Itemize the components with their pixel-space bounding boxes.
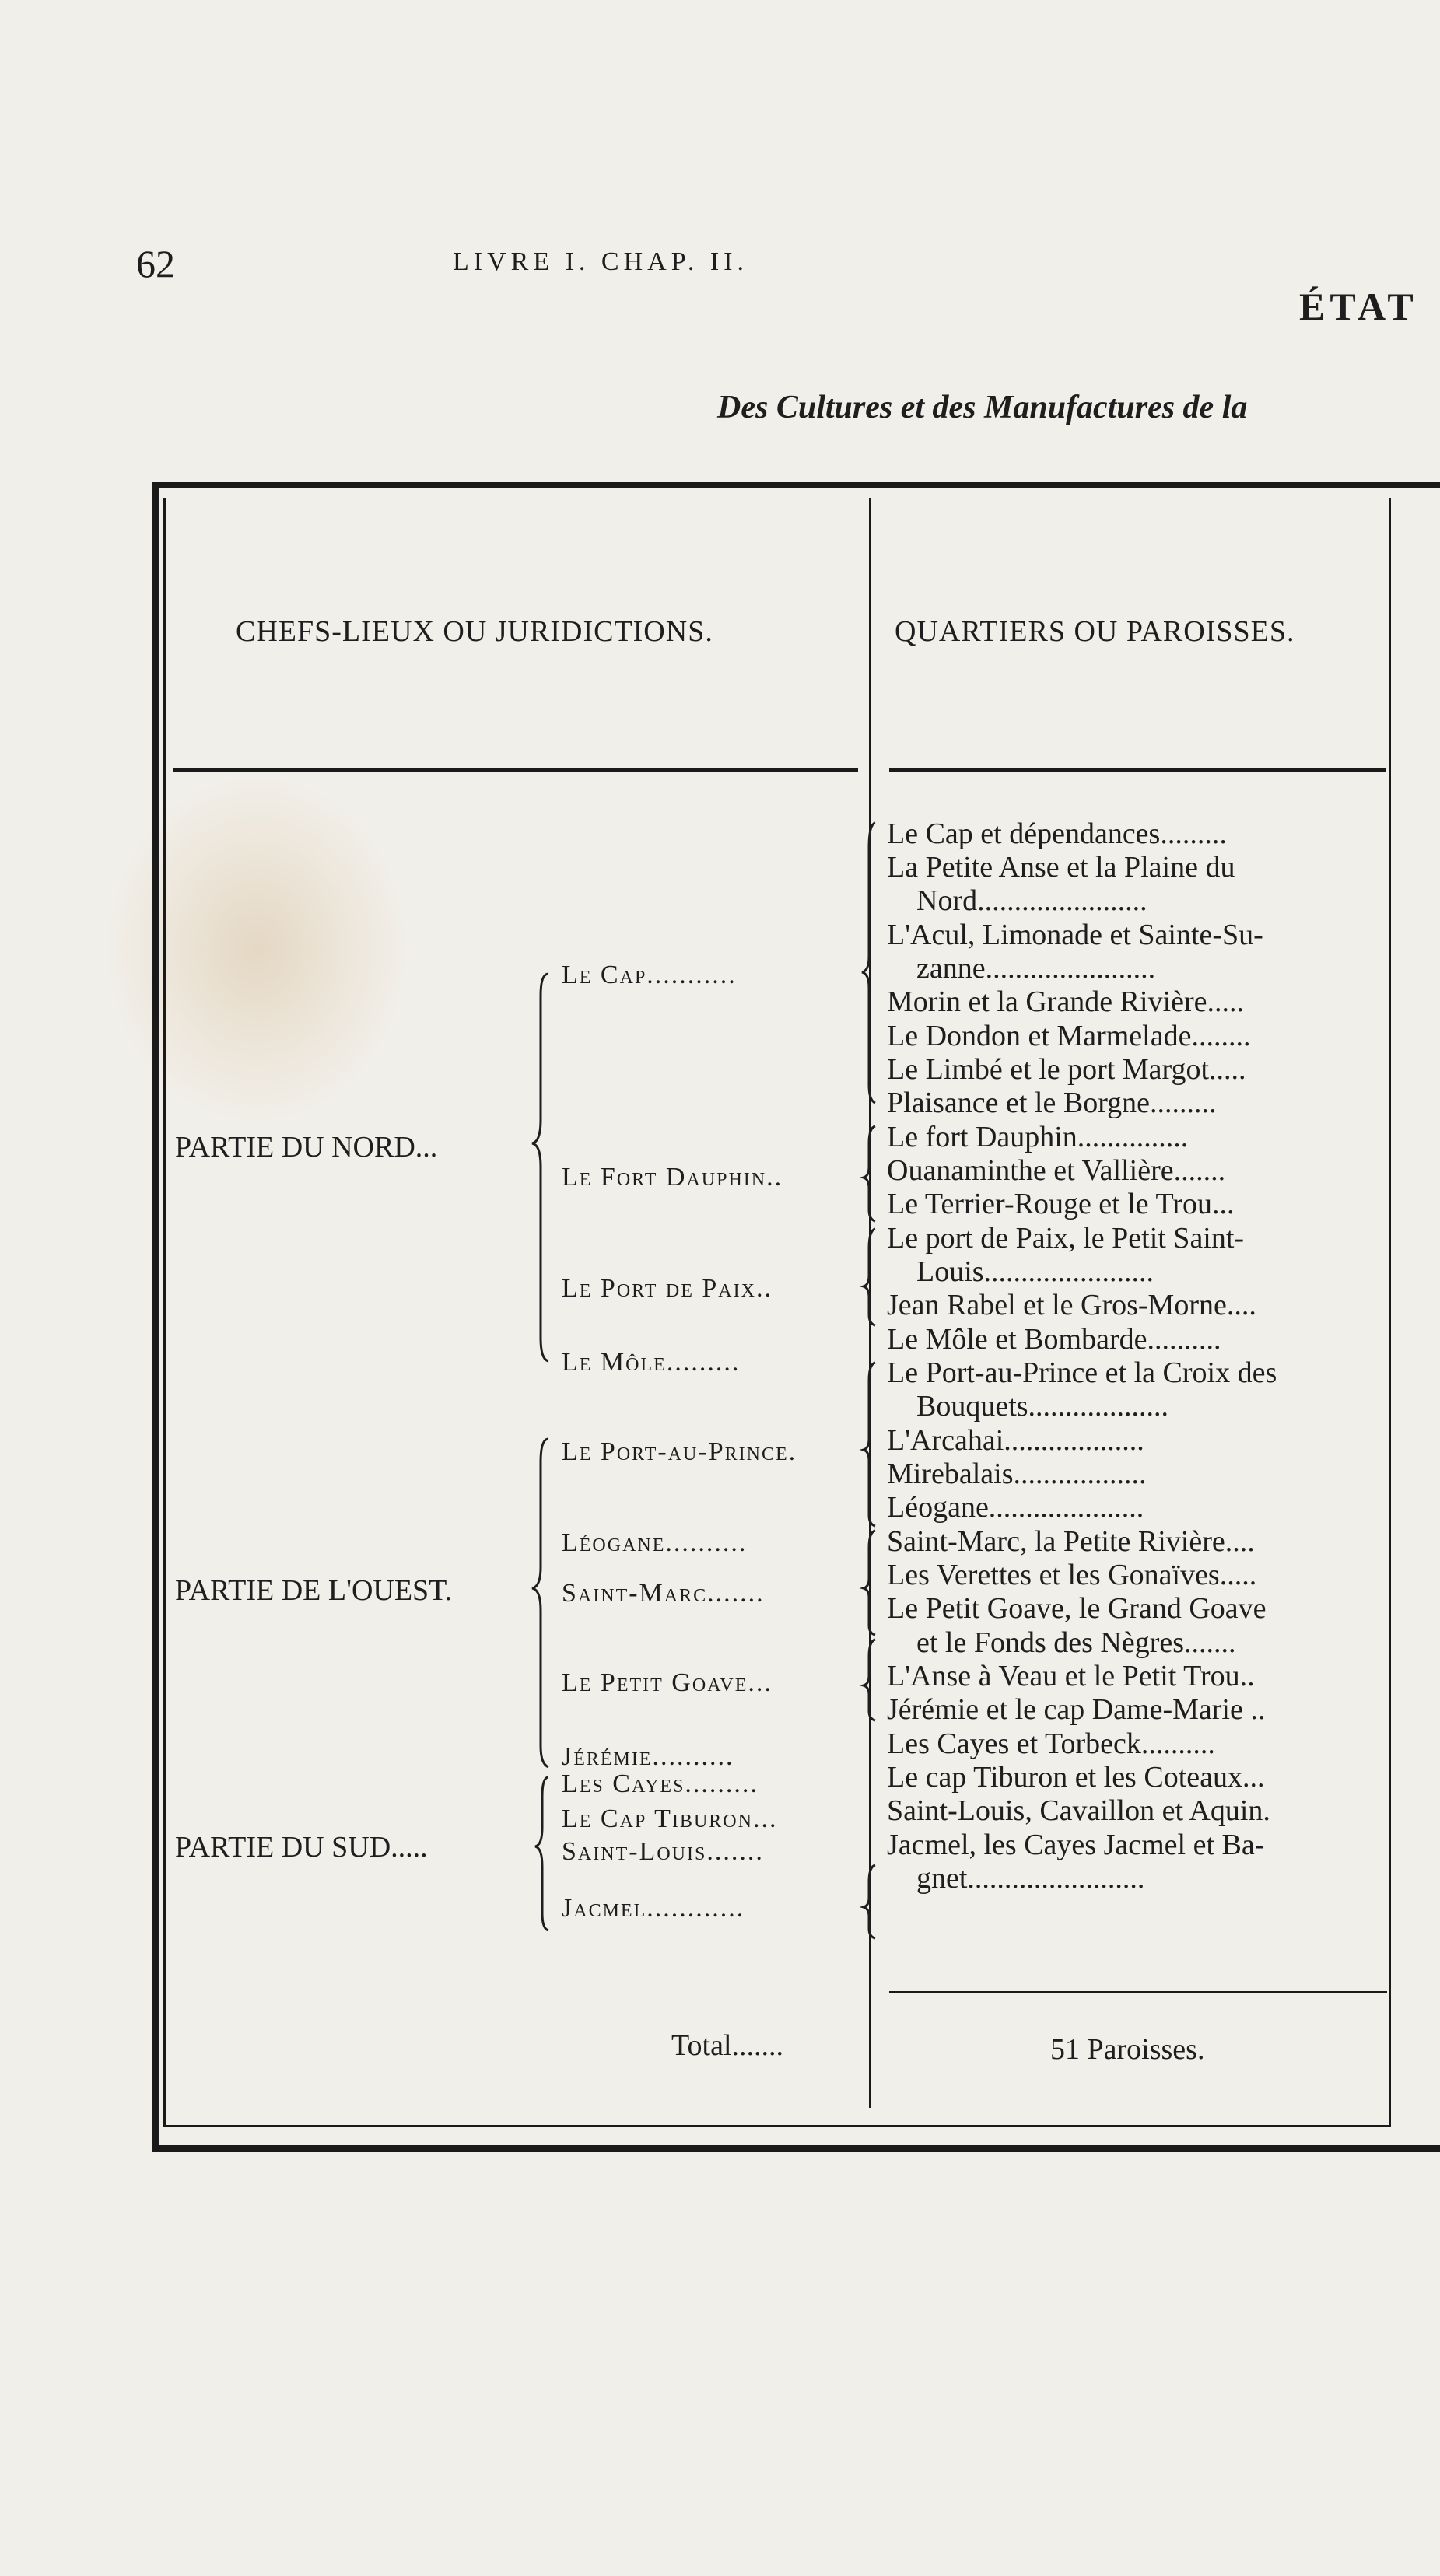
chef-lieu: Le Cap Tiburon... [562, 1804, 778, 1833]
chef-lieu: Saint-Marc....... [562, 1579, 765, 1608]
brace-sud [535, 1777, 548, 1930]
quartier-line: L'Acul, Limonade et Sainte-Su- [887, 919, 1263, 951]
quartier-line: Mirebalais.................. [887, 1458, 1147, 1490]
chef-lieu: Le Môle......... [562, 1348, 741, 1377]
quartier-line: Louis....................... [916, 1255, 1154, 1288]
running-head: LIVRE I. CHAP. II. [453, 247, 748, 276]
chef-lieu: Le Fort Dauphin.. [562, 1163, 783, 1192]
quartier-line: Le Terrier-Rouge et le Trou... [887, 1188, 1235, 1220]
quartier-line: Morin et la Grande Rivière..... [887, 985, 1245, 1018]
brace-petit-goave [864, 1640, 875, 1720]
quartier-line: Les Verettes et les Gonaïves..... [887, 1559, 1257, 1591]
quartier-line: Léogane..................... [887, 1491, 1144, 1524]
region-sud: PARTIE DU SUD..... [175, 1831, 428, 1864]
chef-lieu: Saint-Louis....... [562, 1837, 764, 1866]
chef-lieu: Le Cap........... [562, 961, 737, 989]
brace-port-de-paix [864, 1229, 875, 1325]
chef-lieu: Le Port de Paix.. [562, 1274, 773, 1303]
region-ouest: PARTIE DE L'OUEST. [175, 1574, 453, 1607]
quartier-line: La Petite Anse et la Plaine du [887, 851, 1235, 884]
chef-lieu: Jacmel............ [562, 1894, 745, 1923]
page-subtitle: Des Cultures et des Manufactures de la [717, 390, 1248, 425]
quartier-line: Le Môle et Bombarde.......... [887, 1323, 1221, 1356]
page-number: 62 [136, 242, 175, 285]
brace-ouest [532, 1439, 548, 1767]
brace-saint-marc [864, 1531, 875, 1635]
quartier-line: Le Petit Goave, le Grand Goave [887, 1592, 1267, 1625]
quartier-line: Plaisance et le Borgne......... [887, 1087, 1217, 1119]
quartier-line: Bouquets................... [916, 1390, 1169, 1423]
brace-jacmel [864, 1865, 875, 1938]
quartier-line: Saint-Marc, la Petite Rivière.... [887, 1525, 1255, 1558]
brace-fort-dauphin [864, 1126, 875, 1221]
quartier-line: Le Limbé et le port Margot..... [887, 1053, 1246, 1086]
quartier-line: Jean Rabel et le Gros-Morne.... [887, 1289, 1256, 1321]
chef-lieu: Jérémie.......... [562, 1742, 734, 1771]
quartier-line: et le Fonds des Nègres....... [916, 1626, 1236, 1659]
quartier-line: Le Cap et dépendances......... [887, 817, 1227, 850]
quartier-line: Nord....................... [916, 884, 1147, 917]
page-title: ÉTAT [1299, 285, 1418, 328]
column-header-quartiers: QUARTIERS OU PAROISSES. [895, 615, 1295, 648]
total-label: Total....... [671, 2029, 784, 2062]
quartier-line: gnet........................ [916, 1862, 1145, 1895]
quartier-line: Le Dondon et Marmelade........ [887, 1020, 1251, 1052]
quartier-line: Jérémie et le cap Dame-Marie .. [887, 1693, 1266, 1726]
chef-lieu: Le Port-au-Prince. [562, 1437, 797, 1466]
chef-lieu: Les Cayes......... [562, 1769, 759, 1798]
quartier-line: Le cap Tiburon et les Coteaux... [887, 1761, 1265, 1794]
quartier-line: L'Anse à Veau et le Petit Trou.. [887, 1660, 1255, 1692]
quartier-line: L'Arcahai................... [887, 1424, 1144, 1457]
brace-cap [862, 823, 875, 1103]
chef-lieu: Léogane.......... [562, 1528, 748, 1557]
brace-port-au-prince [864, 1363, 875, 1526]
region-nord: PARTIE DU NORD... [175, 1131, 438, 1164]
quartier-line: Le Port-au-Prince et la Croix des [887, 1356, 1277, 1389]
chef-lieu: Le Petit Goave... [562, 1668, 773, 1697]
quartier-line: Ouanaminthe et Vallière....... [887, 1154, 1226, 1187]
quartier-line: Le fort Dauphin............... [887, 1121, 1189, 1153]
brace-nord [532, 974, 548, 1361]
quartier-line: Saint-Louis, Cavaillon et Aquin. [887, 1794, 1270, 1827]
quartier-line: Les Cayes et Torbeck.......... [887, 1727, 1215, 1760]
total-value: 51 Paroisses. [1050, 2033, 1205, 2066]
quartier-line: Le port de Paix, le Petit Saint- [887, 1222, 1245, 1255]
quartier-line: Jacmel, les Cayes Jacmel et Ba- [887, 1829, 1265, 1861]
column-header-chefs-lieux: CHEFS-LIEUX OU JURIDICTIONS. [236, 615, 713, 648]
quartier-line: zanne....................... [916, 952, 1156, 985]
